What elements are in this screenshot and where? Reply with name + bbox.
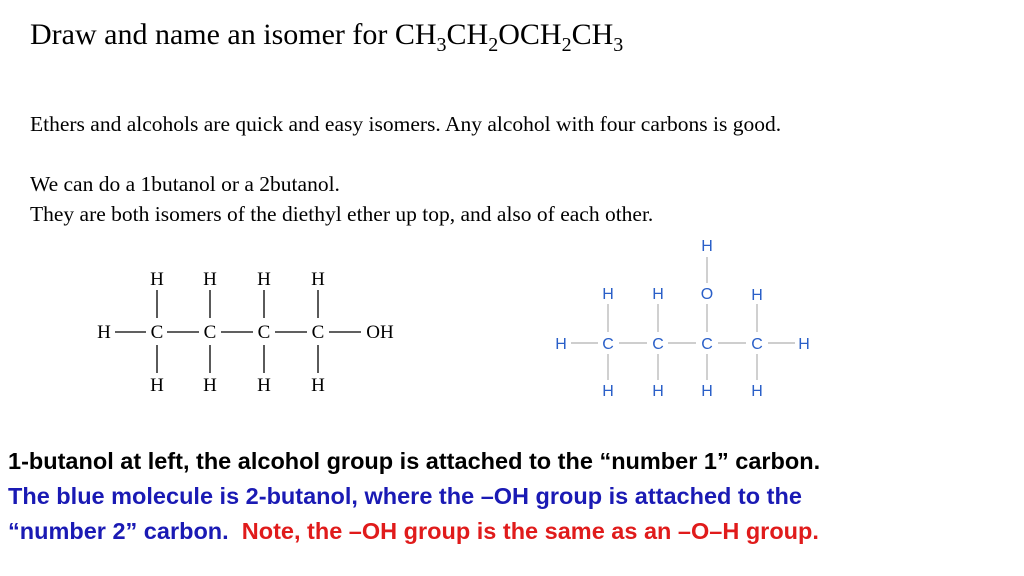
atom-h: H bbox=[602, 383, 614, 400]
atom-h: H bbox=[203, 269, 217, 290]
explanation-caption bbox=[8, 444, 820, 549]
atom-h: H bbox=[311, 269, 325, 290]
atom-h: H bbox=[150, 269, 164, 290]
caption-line-2: The blue molecule is 2-butanol, where the –OH group is attached to the bbox=[8, 483, 802, 509]
slide-title: Draw and name an isomer for $CH_3CH_2OCH_2CH_3$ bbox=[30, 18, 624, 56]
hydroxyl-group: OH bbox=[366, 322, 394, 343]
caption-line-3-red: Note, the –OH group is the same as an –O–H group. bbox=[241, 518, 819, 544]
atom-h: H bbox=[652, 286, 664, 303]
atom-h: H bbox=[602, 286, 614, 303]
caption-line-3-blue: “number 2” carbon. bbox=[8, 518, 242, 544]
atom-h: H bbox=[97, 322, 111, 343]
atom-h: H bbox=[203, 375, 217, 396]
atom-h: H bbox=[798, 336, 810, 353]
atom-c: C bbox=[311, 322, 325, 343]
atom-c: C bbox=[257, 322, 271, 343]
atom-c: C bbox=[150, 322, 164, 343]
atom-c: C bbox=[602, 336, 614, 353]
atom-c: C bbox=[203, 322, 217, 343]
atom-h: H bbox=[555, 336, 567, 353]
atom-h: H bbox=[652, 383, 664, 400]
atom-h: H bbox=[701, 238, 713, 255]
intro-text-line-1: Ethers and alcohols are quick and easy isomers. Any alcohol with four carbons is good. bbox=[30, 112, 782, 136]
caption-line-1: 1-butanol at left, the alcohol group is attached to the “number 1” carbon. bbox=[8, 448, 821, 474]
atom-h: H bbox=[150, 375, 164, 396]
atom-c: C bbox=[701, 336, 713, 353]
caption-line-3 bbox=[8, 514, 820, 549]
atom-o: O bbox=[700, 286, 714, 303]
atom-h: H bbox=[311, 375, 325, 396]
atom-h: H bbox=[751, 383, 763, 400]
intro-text-line-3: They are both isomers of the diethyl ether up top, and also of each other. bbox=[30, 202, 654, 226]
atom-h: H bbox=[257, 269, 271, 290]
intro-text-line-2: We can do a 1butanol or a 2butanol. bbox=[30, 172, 340, 196]
butanol-2-bonds bbox=[571, 257, 795, 380]
atom-h: H bbox=[751, 287, 763, 304]
atom-c: C bbox=[751, 336, 763, 353]
atom-h: H bbox=[701, 383, 713, 400]
atom-c: C bbox=[652, 336, 664, 353]
atom-h: H bbox=[257, 375, 271, 396]
